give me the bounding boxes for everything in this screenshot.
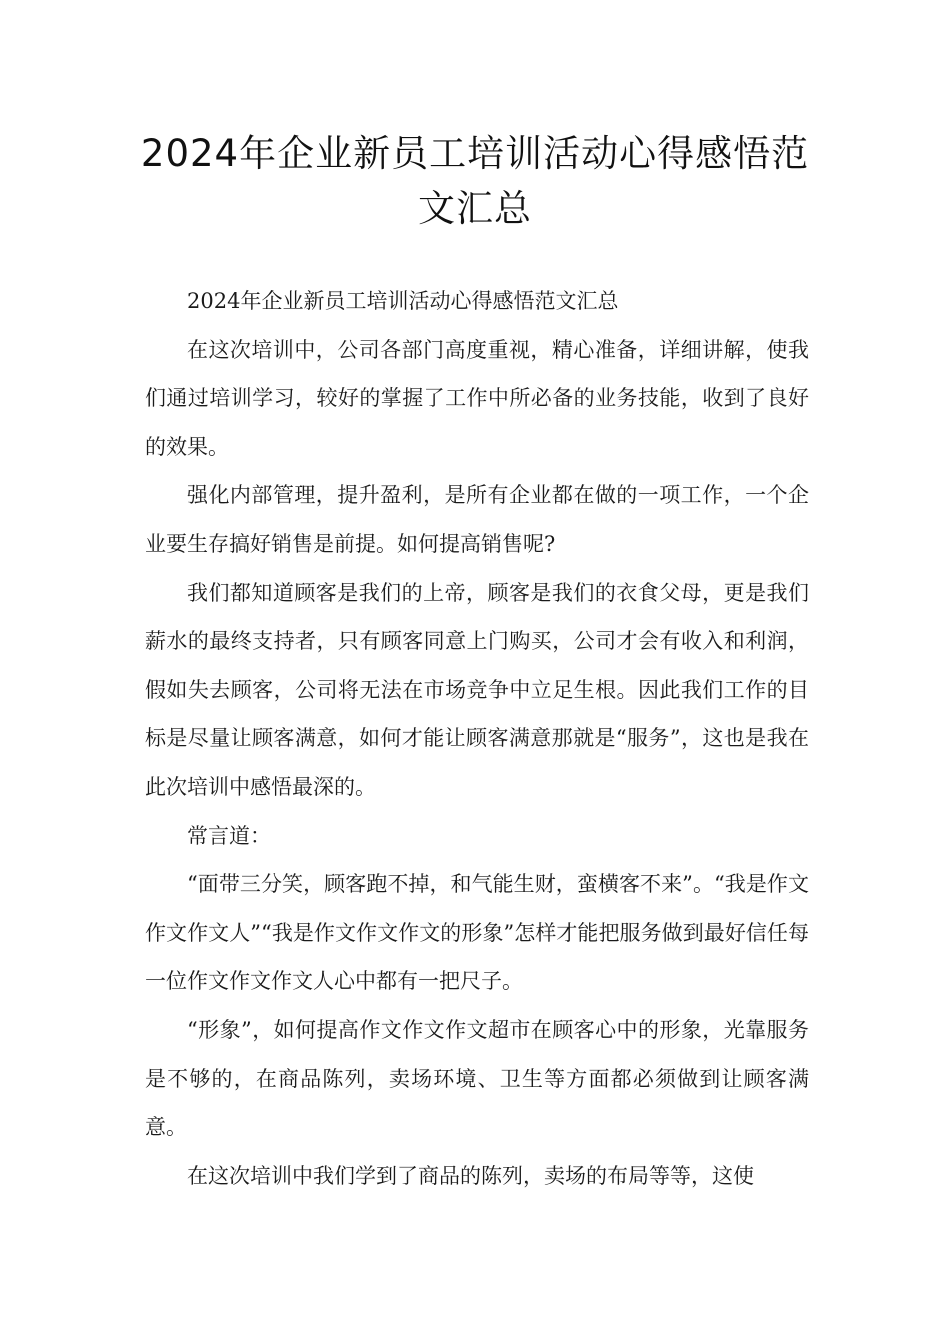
paragraph: 常言道： bbox=[187, 823, 271, 848]
document-title: 2024年企业新员工培训活动心得感悟范 文汇总 bbox=[140, 132, 810, 230]
paragraph: 强化内部管理，提升盈利，是所有企业都在做的一项工作，一个企业要生存搞好销售是前提。如何提高销售呢? bbox=[145, 483, 809, 556]
paragraph: 在这次培训中，公司各部门高度重视，精心准备，详细讲解，使我们通过培训学习，较好的掌握了工作中所必备的业务技能，收到了良好的效果。 bbox=[145, 337, 809, 459]
paragraph: 我们都知道顾客是我们的上帝，顾客是我们的衣食父母，更是我们薪水的最终支持者，只有顾客同意上门购买，公司才会有收入和利润，假如失去顾客，公司将无法在市场竞争中立足生根。因此我们工作的目标是尽量让顾客满意，如何才能让顾客满意那就是“服务”，这也是我在此次培训中感悟最深的。 bbox=[145, 580, 809, 799]
paragraph: 在这次培训中我们学到了商品的陈列，卖场的布局等等，这使 bbox=[187, 1163, 754, 1188]
paragraph-subtitle: 2024年企业新员工培训活动心得感悟范文汇总 bbox=[187, 289, 619, 313]
paragraph: “形象”，如何提高作文作文作文超市在顾客心中的形象，光靠服务是不够的，在商品陈列，卖场环境、卫生等方面都必须做到让顾客满意。 bbox=[145, 1017, 809, 1140]
paragraph: “面带三分笑，顾客跑不掉，和气能生财，蛮横客不来”。“我是作文作文作文人”“我是作文作文作文的形象”怎样才能把服务做到最好信任每一位作文作文作文人心中都有一把尺子。 bbox=[145, 872, 809, 994]
document-body bbox=[145, 277, 809, 1200]
